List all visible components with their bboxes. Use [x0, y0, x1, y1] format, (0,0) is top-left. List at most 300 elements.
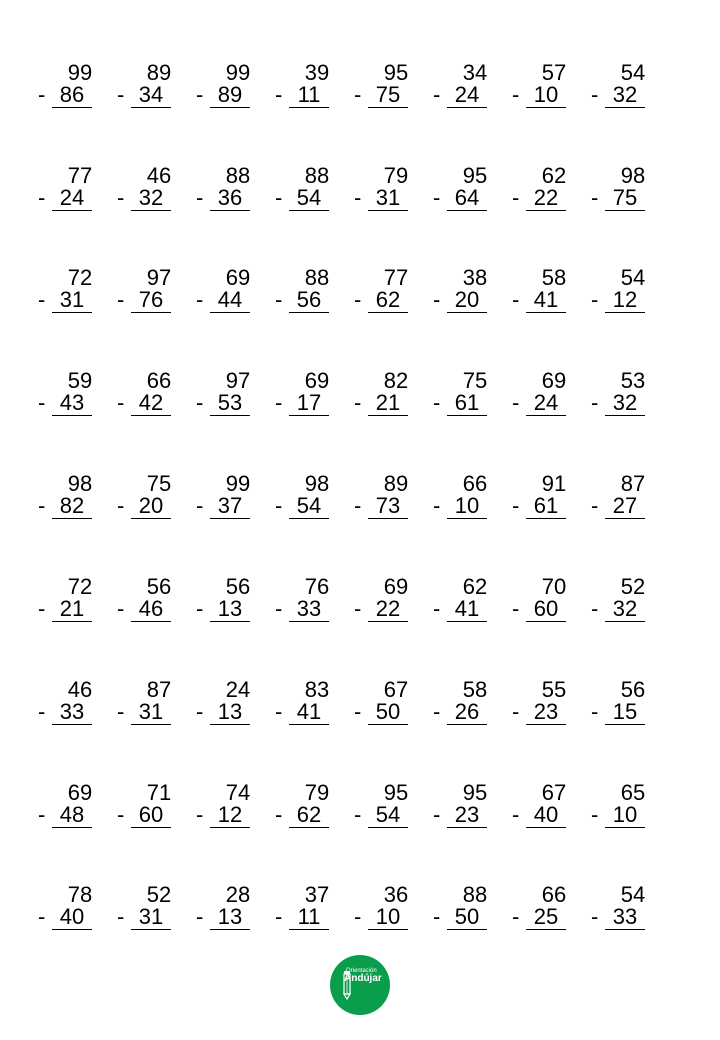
subtrahend: 23: [533, 699, 559, 724]
minuend: 75: [146, 471, 172, 496]
subtraction-problem: [117, 679, 177, 739]
minuend: 97: [146, 265, 172, 290]
minus-sign: -: [512, 493, 520, 518]
subtraction-problem: [433, 62, 493, 122]
subtrahend: 12: [612, 287, 638, 312]
subtrahend: 25: [533, 904, 559, 929]
minuend: 74: [225, 780, 251, 805]
subtrahend: 13: [217, 904, 243, 929]
minuend: 71: [146, 780, 172, 805]
minus-sign: -: [433, 493, 441, 518]
answer-line: [210, 929, 250, 930]
minus-sign: -: [591, 287, 599, 312]
subtrahend: 61: [454, 390, 480, 415]
minus-sign: -: [275, 82, 283, 107]
answer-line: [210, 827, 250, 828]
subtrahend: 17: [296, 390, 322, 415]
answer-line: [52, 210, 92, 211]
subtrahend: 31: [138, 904, 164, 929]
answer-line: [605, 929, 645, 930]
answer-line: [52, 724, 92, 725]
answer-line: [289, 724, 329, 725]
minuend: 67: [383, 677, 409, 702]
minus-sign: -: [354, 596, 362, 621]
minus-sign: -: [196, 390, 204, 415]
subtrahend: 53: [217, 390, 243, 415]
subtraction-problem: [591, 679, 651, 739]
subtrahend: 11: [297, 904, 321, 929]
minuend: 65: [620, 780, 646, 805]
problem-row: [0, 165, 720, 225]
subtrahend: 54: [375, 802, 401, 827]
minuend: 59: [67, 368, 93, 393]
minuend: 62: [541, 163, 567, 188]
minus-sign: -: [196, 596, 204, 621]
answer-line: [447, 621, 487, 622]
subtraction-problem: [196, 370, 256, 430]
subtrahend: 73: [375, 493, 401, 518]
minus-sign: -: [512, 699, 520, 724]
subtraction-problem: [117, 884, 177, 944]
subtrahend: 46: [138, 596, 164, 621]
problem-row: [0, 782, 720, 842]
minuend: 95: [462, 163, 488, 188]
minuend: 69: [541, 368, 567, 393]
minuend: 69: [304, 368, 330, 393]
answer-line: [447, 210, 487, 211]
minus-sign: -: [433, 699, 441, 724]
subtrahend: 41: [296, 699, 322, 724]
minus-sign: -: [275, 185, 283, 210]
minus-sign: -: [275, 493, 283, 518]
subtraction-problem: [117, 62, 177, 122]
subtraction-problem: [512, 782, 572, 842]
minuend: 72: [67, 265, 93, 290]
minuend: 55: [541, 677, 567, 702]
minuend: 56: [146, 574, 172, 599]
minus-sign: -: [512, 185, 520, 210]
minuend: 83: [304, 677, 330, 702]
subtraction-problem: [433, 576, 493, 636]
subtrahend: 40: [533, 802, 559, 827]
subtraction-problem: [275, 782, 335, 842]
answer-line: [210, 415, 250, 416]
subtraction-problem: [433, 370, 493, 430]
subtraction-problem: [196, 62, 256, 122]
minuend: 87: [146, 677, 172, 702]
minus-sign: -: [512, 904, 520, 929]
answer-line: [368, 621, 408, 622]
minuend: 95: [383, 60, 409, 85]
answer-line: [210, 621, 250, 622]
answer-line: [52, 312, 92, 313]
subtraction-problem: [591, 165, 651, 225]
answer-line: [131, 415, 171, 416]
subtraction-problem: [512, 884, 572, 944]
subtraction-problem: [38, 679, 98, 739]
subtraction-problem: [591, 576, 651, 636]
subtrahend: 41: [533, 287, 559, 312]
subtraction-problem: [275, 267, 335, 327]
subtraction-problem: [196, 473, 256, 533]
minus-sign: -: [38, 904, 46, 929]
minuend: 34: [462, 60, 488, 85]
minuend: 56: [620, 677, 646, 702]
minuend: 72: [67, 574, 93, 599]
minus-sign: -: [354, 82, 362, 107]
minuend: 95: [383, 780, 409, 805]
subtrahend: 26: [454, 699, 480, 724]
minus-sign: -: [38, 699, 46, 724]
answer-line: [131, 312, 171, 313]
minuend: 69: [67, 780, 93, 805]
minus-sign: -: [433, 802, 441, 827]
answer-line: [210, 210, 250, 211]
subtraction-problem: [275, 679, 335, 739]
minuend: 28: [225, 882, 251, 907]
answer-line: [52, 827, 92, 828]
minus-sign: -: [433, 596, 441, 621]
minuend: 99: [67, 60, 93, 85]
answer-line: [605, 518, 645, 519]
problem-row: [0, 370, 720, 430]
subtraction-problem: [196, 782, 256, 842]
minus-sign: -: [196, 82, 204, 107]
minuend: 70: [541, 574, 567, 599]
minuend: 58: [462, 677, 488, 702]
subtraction-problem: [433, 165, 493, 225]
minus-sign: -: [591, 390, 599, 415]
minus-sign: -: [512, 287, 520, 312]
minus-sign: -: [117, 390, 125, 415]
subtraction-problem: [38, 473, 98, 533]
subtrahend: 10: [375, 904, 401, 929]
minus-sign: -: [117, 802, 125, 827]
minuend: 66: [541, 882, 567, 907]
subtrahend: 31: [59, 287, 85, 312]
subtrahend: 12: [217, 802, 243, 827]
minuend: 69: [383, 574, 409, 599]
answer-line: [368, 518, 408, 519]
minuend: 87: [620, 471, 646, 496]
subtrahend: 76: [138, 287, 164, 312]
minuend: 66: [462, 471, 488, 496]
subtrahend: 56: [296, 287, 322, 312]
subtrahend: 34: [138, 82, 164, 107]
logo-line1: Orientación: [346, 968, 377, 974]
subtrahend: 24: [59, 185, 85, 210]
minus-sign: -: [38, 390, 46, 415]
subtraction-problem: [354, 165, 414, 225]
subtrahend: 60: [138, 802, 164, 827]
subtraction-problem: [275, 62, 335, 122]
minus-sign: -: [196, 802, 204, 827]
minuend: 91: [541, 471, 567, 496]
subtrahend: 24: [533, 390, 559, 415]
minuend: 46: [146, 163, 172, 188]
subtrahend: 32: [612, 596, 638, 621]
minuend: 79: [383, 163, 409, 188]
subtraction-problem: [354, 679, 414, 739]
minus-sign: -: [354, 493, 362, 518]
answer-line: [289, 929, 329, 930]
subtraction-problem: [117, 473, 177, 533]
subtraction-problem: [354, 62, 414, 122]
minus-sign: -: [433, 390, 441, 415]
subtraction-problem: [117, 576, 177, 636]
answer-line: [289, 415, 329, 416]
minuend: 58: [541, 265, 567, 290]
minuend: 54: [620, 882, 646, 907]
subtrahend: 31: [138, 699, 164, 724]
minus-sign: -: [275, 904, 283, 929]
answer-line: [131, 621, 171, 622]
subtraction-problem: [512, 576, 572, 636]
minuend: 37: [304, 882, 330, 907]
answer-line: [526, 107, 566, 108]
subtrahend: 11: [297, 82, 321, 107]
answer-line: [447, 929, 487, 930]
subtrahend: 62: [296, 802, 322, 827]
answer-line: [447, 518, 487, 519]
subtrahend: 82: [59, 493, 85, 518]
problem-row: [0, 679, 720, 739]
subtrahend: 33: [59, 699, 85, 724]
subtraction-problem: [275, 473, 335, 533]
subtrahend: 37: [217, 493, 243, 518]
problem-row: [0, 267, 720, 327]
answer-line: [447, 415, 487, 416]
answer-line: [52, 415, 92, 416]
subtrahend: 50: [454, 904, 480, 929]
answer-line: [289, 518, 329, 519]
minuend: 79: [304, 780, 330, 805]
subtrahend: 50: [375, 699, 401, 724]
subtrahend: 75: [612, 185, 638, 210]
answer-line: [526, 929, 566, 930]
subtraction-problem: [354, 370, 414, 430]
minuend: 78: [67, 882, 93, 907]
answer-line: [131, 827, 171, 828]
answer-line: [368, 210, 408, 211]
subtraction-problem: [196, 884, 256, 944]
subtrahend: 62: [375, 287, 401, 312]
subtraction-problem: [275, 370, 335, 430]
minuend: 66: [146, 368, 172, 393]
subtrahend: 21: [375, 390, 401, 415]
answer-line: [526, 518, 566, 519]
answer-line: [52, 518, 92, 519]
answer-line: [447, 107, 487, 108]
subtraction-problem: [591, 62, 651, 122]
minuend: 54: [620, 265, 646, 290]
subtraction-problem: [512, 679, 572, 739]
minuend: 88: [225, 163, 251, 188]
answer-line: [210, 724, 250, 725]
minuend: 89: [383, 471, 409, 496]
logo: [330, 955, 390, 1015]
minus-sign: -: [275, 596, 283, 621]
subtrahend: 22: [375, 596, 401, 621]
subtraction-problem: [38, 62, 98, 122]
subtraction-problem: [38, 782, 98, 842]
answer-line: [526, 415, 566, 416]
minuend: 69: [225, 265, 251, 290]
answer-line: [131, 107, 171, 108]
subtrahend: 40: [59, 904, 85, 929]
subtraction-problem: [591, 473, 651, 533]
minuend: 38: [462, 265, 488, 290]
subtraction-problem: [512, 62, 572, 122]
minus-sign: -: [117, 82, 125, 107]
subtraction-problem: [591, 370, 651, 430]
subtraction-problem: [196, 165, 256, 225]
minus-sign: -: [354, 390, 362, 415]
answer-line: [289, 827, 329, 828]
answer-line: [526, 827, 566, 828]
minuend: 67: [541, 780, 567, 805]
answer-line: [289, 210, 329, 211]
subtrahend: 48: [59, 802, 85, 827]
subtrahend: 31: [375, 185, 401, 210]
answer-line: [289, 107, 329, 108]
minuend: 52: [620, 574, 646, 599]
subtrahend: 10: [533, 82, 559, 107]
subtraction-problem: [433, 884, 493, 944]
minuend: 98: [304, 471, 330, 496]
answer-line: [368, 827, 408, 828]
minus-sign: -: [512, 390, 520, 415]
subtrahend: 13: [217, 596, 243, 621]
minus-sign: -: [196, 185, 204, 210]
answer-line: [368, 107, 408, 108]
subtrahend: 24: [454, 82, 480, 107]
subtrahend: 54: [296, 493, 322, 518]
answer-line: [289, 312, 329, 313]
subtraction-problem: [38, 267, 98, 327]
subtrahend: 15: [612, 699, 638, 724]
subtrahend: 42: [138, 390, 164, 415]
minus-sign: -: [591, 493, 599, 518]
minus-sign: -: [38, 802, 46, 827]
subtrahend: 22: [533, 185, 559, 210]
minus-sign: -: [38, 493, 46, 518]
minuend: 36: [383, 882, 409, 907]
subtraction-problem: [433, 782, 493, 842]
subtraction-problem: [38, 165, 98, 225]
minuend: 76: [304, 574, 330, 599]
minuend: 39: [304, 60, 330, 85]
subtraction-problem: [354, 782, 414, 842]
subtraction-problem: [196, 576, 256, 636]
answer-line: [289, 621, 329, 622]
minus-sign: -: [38, 82, 46, 107]
answer-line: [447, 724, 487, 725]
answer-line: [605, 210, 645, 211]
answer-line: [368, 929, 408, 930]
minus-sign: -: [117, 493, 125, 518]
minus-sign: -: [354, 802, 362, 827]
minuend: 89: [146, 60, 172, 85]
minuend: 88: [304, 163, 330, 188]
minus-sign: -: [591, 82, 599, 107]
minuend: 53: [620, 368, 646, 393]
minuend: 75: [462, 368, 488, 393]
minus-sign: -: [591, 185, 599, 210]
subtrahend: 13: [217, 699, 243, 724]
subtraction-problem: [117, 370, 177, 430]
subtrahend: 21: [59, 596, 85, 621]
minus-sign: -: [38, 596, 46, 621]
subtraction-problem: [38, 370, 98, 430]
minuend: 56: [225, 574, 251, 599]
answer-line: [131, 929, 171, 930]
problem-row: [0, 576, 720, 636]
subtraction-problem: [275, 576, 335, 636]
subtraction-problem: [354, 884, 414, 944]
minus-sign: -: [433, 185, 441, 210]
minuend: 77: [383, 265, 409, 290]
subtrahend: 89: [217, 82, 243, 107]
answer-line: [52, 621, 92, 622]
subtraction-problem: [512, 370, 572, 430]
minus-sign: -: [117, 185, 125, 210]
answer-line: [131, 518, 171, 519]
answer-line: [447, 827, 487, 828]
minuend: 52: [146, 882, 172, 907]
minus-sign: -: [117, 596, 125, 621]
answer-line: [605, 827, 645, 828]
subtrahend: 27: [612, 493, 638, 518]
subtraction-problem: [196, 267, 256, 327]
minuend: 88: [304, 265, 330, 290]
minus-sign: -: [591, 596, 599, 621]
answer-line: [526, 210, 566, 211]
minus-sign: -: [512, 596, 520, 621]
problem-row: [0, 884, 720, 944]
answer-line: [210, 518, 250, 519]
subtrahend: 32: [138, 185, 164, 210]
subtraction-problem: [591, 884, 651, 944]
minuend: 77: [67, 163, 93, 188]
answer-line: [447, 312, 487, 313]
minus-sign: -: [275, 287, 283, 312]
minuend: 62: [462, 574, 488, 599]
subtrahend: 43: [59, 390, 85, 415]
minus-sign: -: [38, 287, 46, 312]
minus-sign: -: [38, 185, 46, 210]
subtraction-problem: [433, 267, 493, 327]
problem-row: [0, 473, 720, 533]
minus-sign: -: [196, 699, 204, 724]
subtrahend: 61: [533, 493, 559, 518]
subtrahend: 33: [296, 596, 322, 621]
minus-sign: -: [591, 802, 599, 827]
answer-line: [526, 312, 566, 313]
subtraction-problem: [354, 267, 414, 327]
subtraction-problem: [512, 267, 572, 327]
subtraction-problem: [275, 884, 335, 944]
subtrahend: 23: [454, 802, 480, 827]
minus-sign: -: [433, 904, 441, 929]
answer-line: [131, 724, 171, 725]
answer-line: [368, 724, 408, 725]
subtrahend: 41: [454, 596, 480, 621]
answer-line: [52, 929, 92, 930]
minuend: 54: [620, 60, 646, 85]
minuend: 99: [225, 471, 251, 496]
subtraction-problem: [512, 165, 572, 225]
